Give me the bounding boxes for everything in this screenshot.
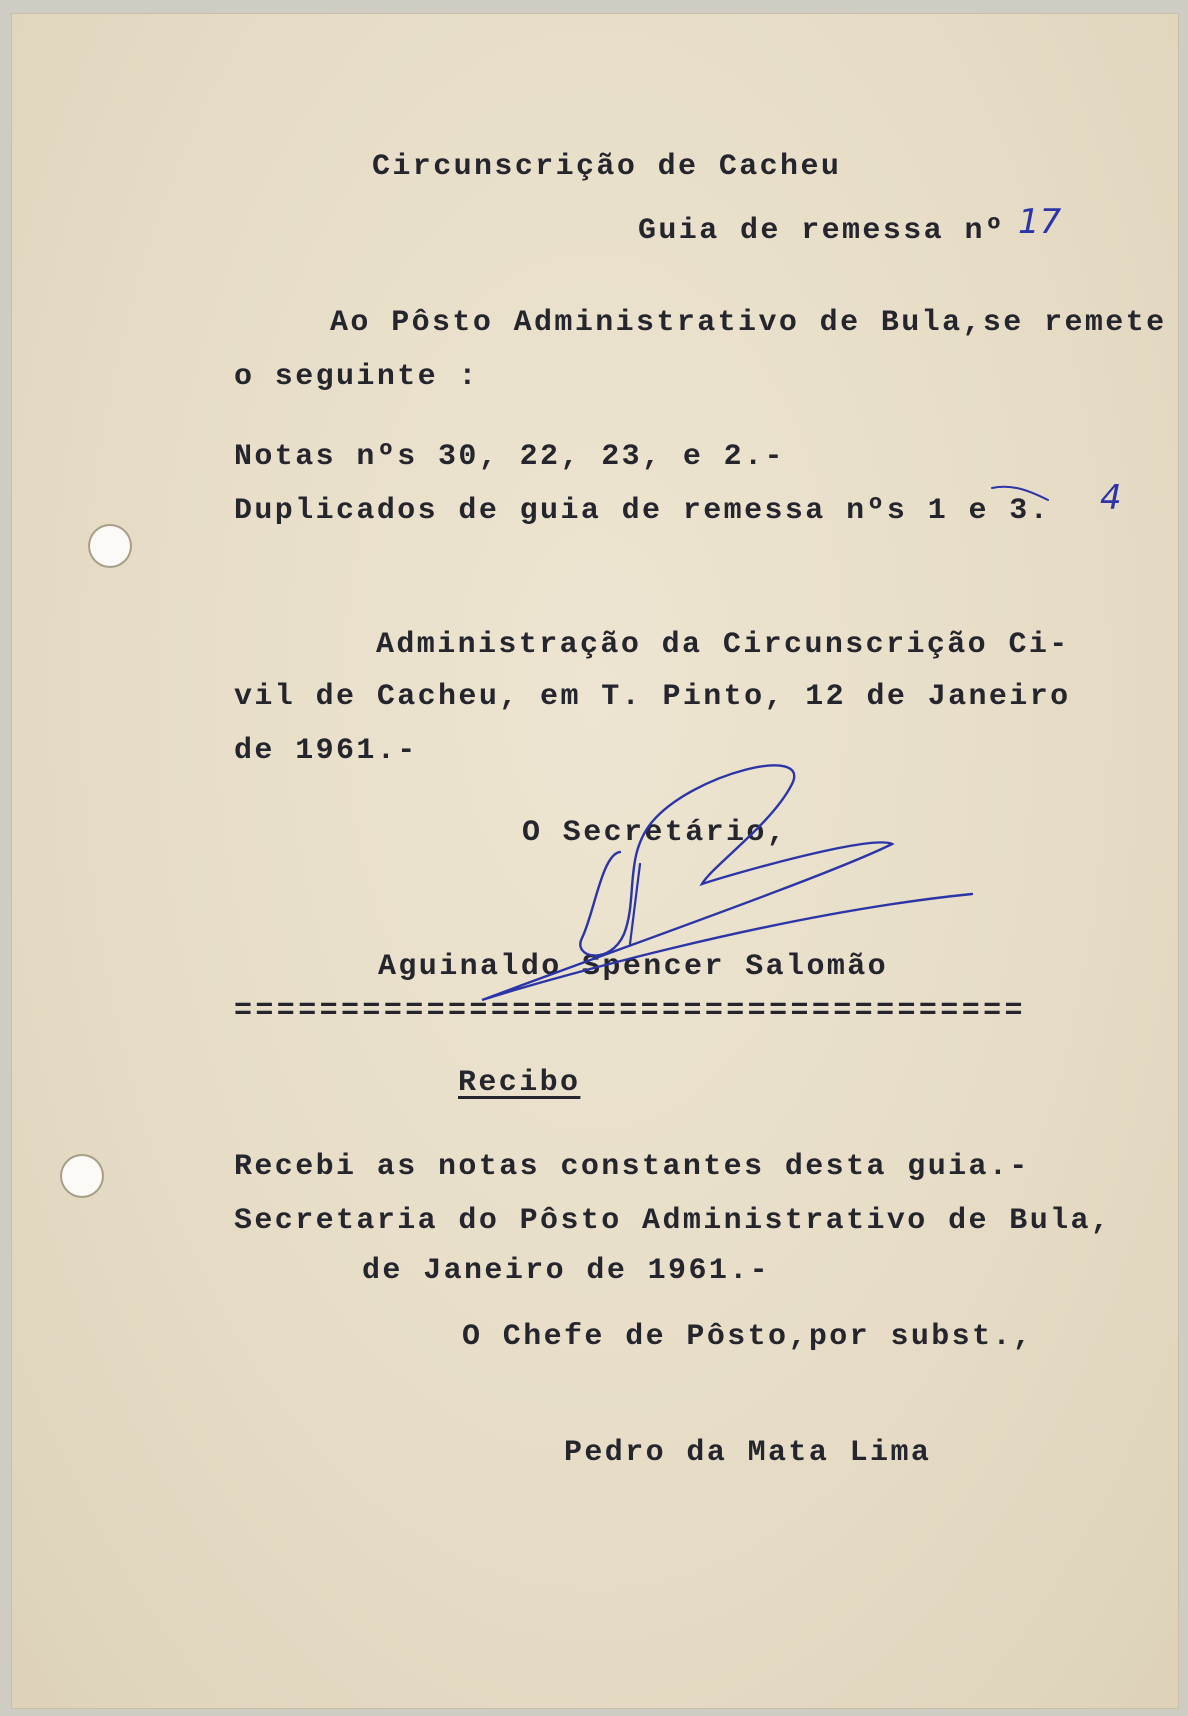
chefe-title: O Chefe de Pôsto,por subst., (462, 1320, 1034, 1354)
circunscricao-heading: Circunscrição de Cacheu (372, 150, 842, 184)
remete-line-2: o seguinte : (234, 360, 479, 394)
chefe-name: Pedro da Mata Lima (564, 1436, 932, 1470)
recibo-line-1: Recebi as notas constantes desta guia.- (234, 1150, 1030, 1184)
punch-hole (88, 524, 132, 568)
punch-hole (60, 1154, 104, 1198)
secretario-name: Aguinaldo Spencer Salomão (378, 950, 889, 984)
secretario-title: O Secretário, (522, 816, 788, 850)
place-date-line-3: de 1961.- (234, 734, 418, 768)
recibo-line-2: Secretaria do Pôsto Administrativo de Bula, (234, 1204, 1112, 1238)
notas-line: Notas nºs 30, 22, 23, e 2.- (234, 440, 785, 474)
guia-label: Guia de remessa nº (638, 214, 1006, 248)
place-date-line-2: vil de Cacheu, em T. Pinto, 12 de Janeiro (234, 680, 1071, 714)
separator-line: ===================================== (234, 994, 1026, 1028)
place-date-line-1: Administração da Circunscrição Ci- (376, 628, 1070, 662)
document-page (12, 14, 1178, 1708)
recibo-line-3: de Janeiro de 1961.- (362, 1254, 771, 1288)
guia-number-handwritten: 17 (1018, 202, 1062, 242)
recibo-heading: Recibo (458, 1066, 581, 1100)
duplicados-line: Duplicados de guia de remessa nºs 1 e 3. (234, 494, 1051, 528)
remete-line-1: Ao Pôsto Administrativo de Bula,se remete (330, 306, 1167, 340)
duplicados-handwritten: 4 (1100, 478, 1122, 518)
